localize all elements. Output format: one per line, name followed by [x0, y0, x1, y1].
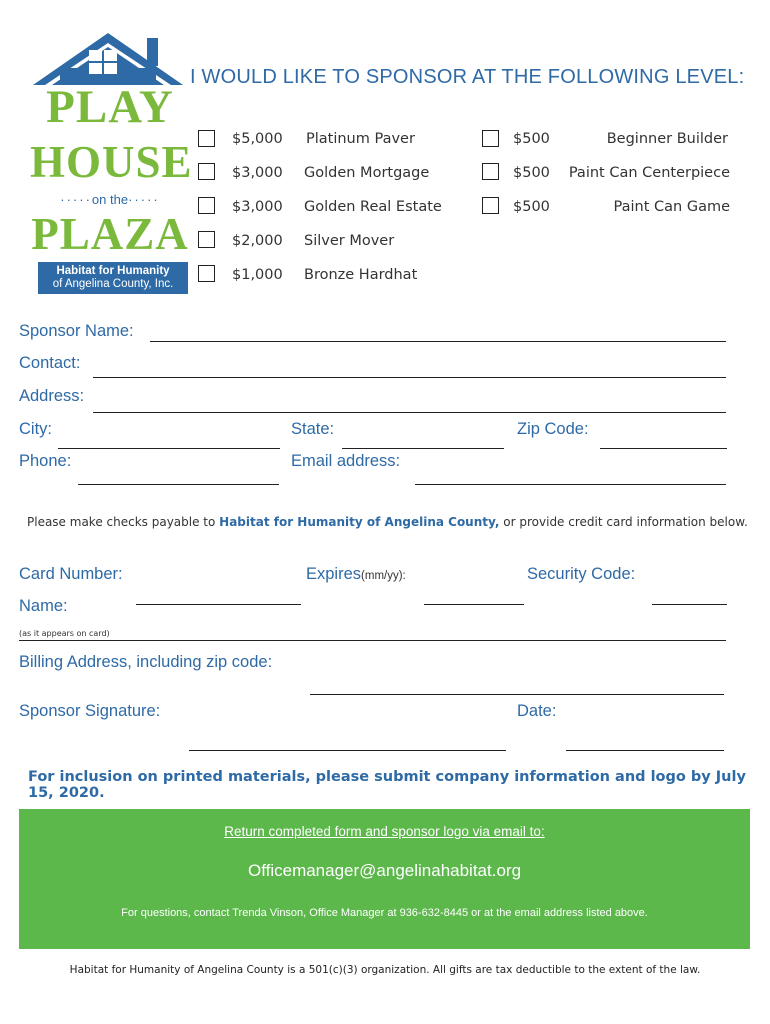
- billing-address-line[interactable]: [310, 694, 724, 695]
- logo-on-the: ·····on the·····: [60, 192, 160, 207]
- level-amount: $500: [513, 199, 550, 215]
- contact-line[interactable]: [93, 377, 726, 378]
- city-label: City:: [19, 420, 52, 438]
- email-label: Email address:: [291, 452, 401, 470]
- checkbox-level[interactable]: [198, 197, 215, 214]
- checkbox-level[interactable]: [482, 130, 499, 147]
- billing-address-label: Billing Address, including zip code:: [19, 653, 273, 671]
- sponsor-name-line[interactable]: [150, 341, 726, 342]
- sponsor-name-label: Sponsor Name:: [19, 322, 134, 340]
- card-name-label: Name:: [19, 597, 68, 615]
- level-name: Beginner Builder: [606, 131, 728, 147]
- zip-line[interactable]: [600, 448, 727, 449]
- phone-line[interactable]: [78, 484, 279, 485]
- card-name-line[interactable]: [19, 640, 726, 641]
- card-name-note: (as it appears on card): [19, 629, 110, 638]
- logo-play: PLAY: [46, 81, 174, 133]
- checkbox-level[interactable]: [482, 163, 499, 180]
- card-number-label: Card Number:: [19, 565, 123, 583]
- deadline-notice: For inclusion on printed materials, please submit company information and logo by July 15, 2020.: [28, 769, 746, 801]
- level-name: Silver Mover: [304, 233, 395, 249]
- tax-deductible-footer: Habitat for Humanity of Angelina County is a 501(c)(3) organization. All gifts are tax deductible to the extent of the law.: [69, 964, 701, 976]
- logo-plaza: PLAZA: [31, 209, 189, 259]
- level-name: Paint Can Centerpiece: [568, 165, 730, 181]
- return-instructions: Return completed form and sponsor logo via email to:: [224, 824, 545, 839]
- card-number-line[interactable]: [136, 604, 301, 605]
- security-code-label: Security Code:: [527, 565, 636, 583]
- level-amount: $500: [513, 131, 550, 147]
- return-instructions-box: [19, 809, 750, 949]
- level-amount: $5,000: [232, 131, 283, 147]
- level-name: Bronze Hardhat: [304, 267, 418, 283]
- level-name: Paint Can Game: [613, 199, 730, 215]
- date-label: Date:: [517, 702, 557, 720]
- checkbox-level[interactable]: [482, 197, 499, 214]
- checkbox-level[interactable]: [198, 163, 215, 180]
- logo-house: HOUSE: [30, 137, 193, 187]
- checkbox-level[interactable]: [198, 231, 215, 248]
- questions-contact: For questions, contact Trenda Vinson, Office Manager at 936-632-8445 or at the email address listed above.: [121, 907, 648, 919]
- level-name: Golden Mortgage: [304, 165, 430, 181]
- zip-label: Zip Code:: [517, 420, 589, 438]
- phone-label: Phone:: [19, 452, 72, 470]
- playhouse-logo: [30, 30, 193, 298]
- date-line[interactable]: [566, 750, 724, 751]
- level-amount: $500: [513, 165, 550, 181]
- logo-org-badge: Habitat for Humanity of Angelina County, Inc.: [38, 262, 188, 294]
- signature-line[interactable]: [189, 750, 506, 751]
- level-amount: $2,000: [232, 233, 283, 249]
- city-line[interactable]: [58, 448, 280, 449]
- checkbox-level[interactable]: [198, 130, 215, 147]
- checks-payable-note: Please make checks payable to Habitat for Humanity of Angelina County, or provide credit card information below.: [27, 515, 748, 529]
- security-code-line[interactable]: [652, 604, 727, 605]
- state-line[interactable]: [342, 448, 504, 449]
- expires-line[interactable]: [424, 604, 524, 605]
- level-amount: $1,000: [232, 267, 283, 283]
- checkbox-level[interactable]: [198, 265, 215, 282]
- address-label: Address:: [19, 387, 85, 405]
- state-label: State:: [291, 420, 335, 438]
- level-amount: $3,000: [232, 199, 283, 215]
- expires-label: Expires(mm/yy):: [306, 565, 406, 583]
- office-email[interactable]: Officemanager@angelinahabitat.org: [247, 861, 522, 880]
- level-name: Golden Real Estate: [304, 199, 442, 215]
- sponsor-signature-label: Sponsor Signature:: [19, 702, 161, 720]
- level-amount: $3,000: [232, 165, 283, 181]
- sponsor-level-heading: I WOULD LIKE TO SPONSOR AT THE FOLLOWING LEVEL:: [190, 66, 745, 88]
- contact-label: Contact:: [19, 354, 81, 372]
- level-name: Platinum Paver: [306, 131, 415, 147]
- address-line[interactable]: [93, 412, 726, 413]
- email-line[interactable]: [415, 484, 726, 485]
